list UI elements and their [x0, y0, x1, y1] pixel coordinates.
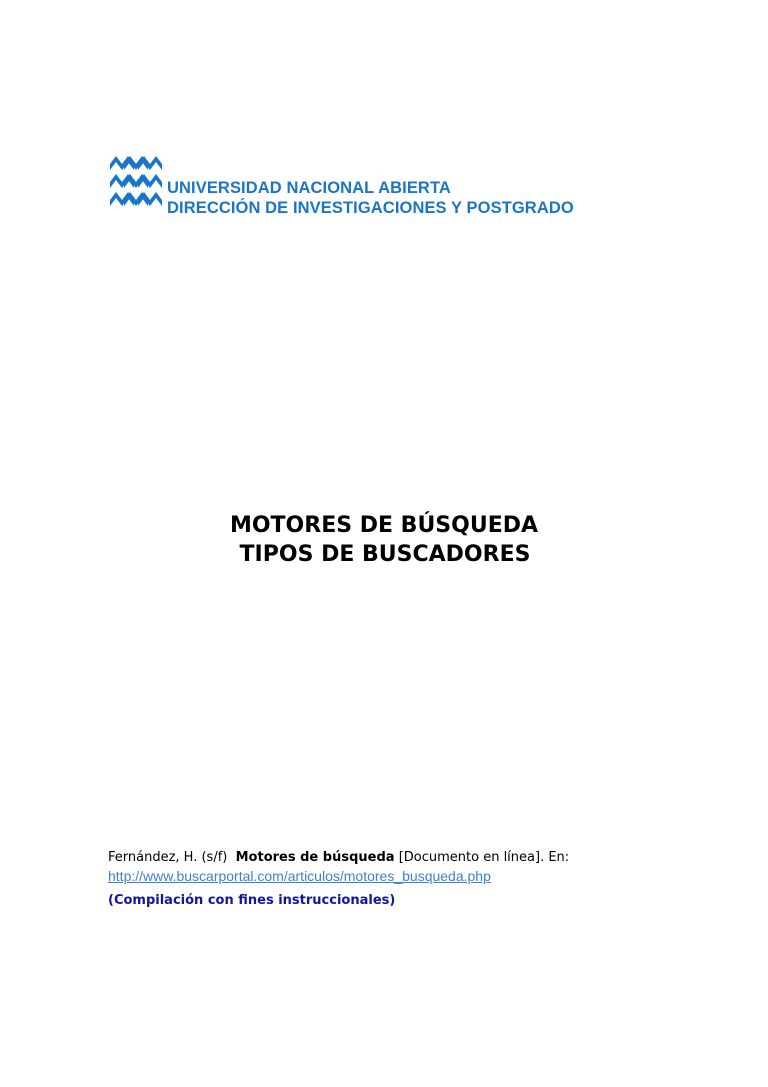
- institution-name: [167, 178, 574, 218]
- citation-note: (Compilación con fines instruccionales): [108, 893, 396, 908]
- citation-description: [Documento en línea]. En:: [398, 850, 570, 865]
- department-name: DIRECCIÓN DE INVESTIGACIONES Y POSTGRADO: [167, 199, 574, 217]
- citation-url-link[interactable]: http://www.buscarportal.com/articulos/motores_busqueda.php: [108, 868, 491, 884]
- university-name: UNIVERSIDAD NACIONAL ABIERTA: [167, 179, 451, 197]
- citation-reference: [108, 848, 668, 867]
- title-line-2: TIPOS DE BUSCADORES: [239, 542, 531, 567]
- document-title: [0, 511, 768, 569]
- source-citation: [108, 848, 668, 910]
- una-wave-logo-icon: [108, 154, 164, 214]
- citation-work-title: Motores de búsqueda: [235, 850, 395, 865]
- title-line-1: MOTORES DE BÚSQUEDA: [229, 513, 539, 538]
- citation-author-date: Fernández, H. (s/f): [108, 850, 228, 865]
- institution-header: [108, 154, 648, 220]
